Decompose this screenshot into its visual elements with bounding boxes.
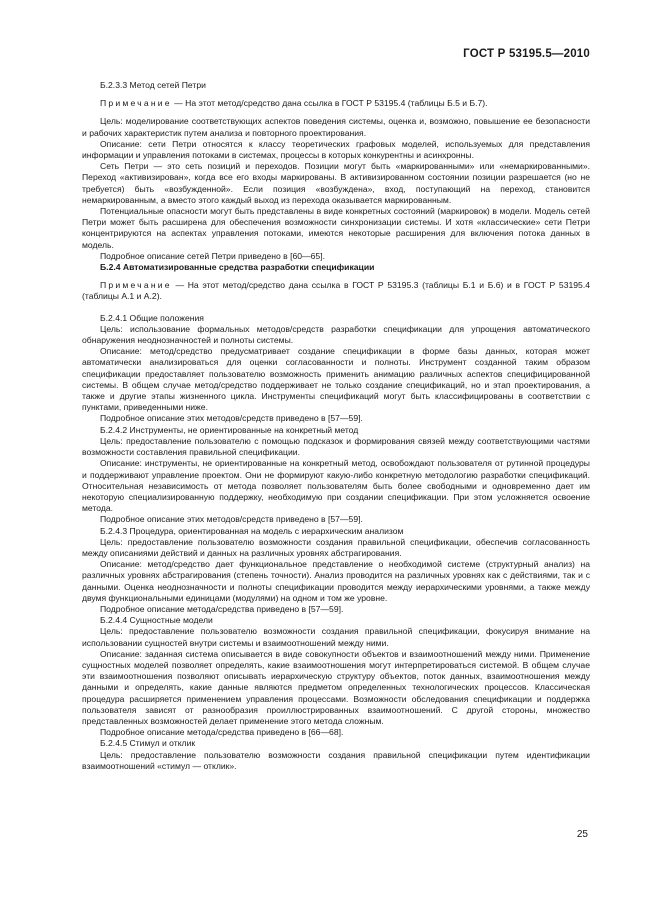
paragraph-text: Цель: предоставление пользователю возможности создания правильной спецификации, фокусируя внимание на использовании сущностей внутри системы и взаимоотношений между ними. [82,626,590,648]
paragraph-text: Подробное описание метода/средства приведено в [57—59]. [100,603,344,614]
paragraph [82,526,590,537]
paragraph-text: Сеть Петри — это сеть позиций и переходов. Позиции могут быть «маркированными» или «немаркированными». Переход «активизирован», когда все его входы маркированы. В активизированном состоянии позиции разрешается (но не требуется) быть «возбужденной». Если позиция «возбуждена», вход, поступающий на переход, становится немаркированным, а вместо этого каждый выход из перехода оказывается маркированным. [82,161,590,205]
paragraph [82,98,590,109]
document-body [82,80,590,772]
paragraph [82,313,590,324]
paragraph [82,738,590,749]
paragraph-text: Описание: заданная система описывается в виде совокупности объектов и взаимоотношений между ними. Применение сущностных моделей позволяет определять, какие взаимоотношения могут интерпретироваться системой. В общем случае эти взаимоотношения позволяют описывать иерархическую структуру объектов, поток данных, взаимоотношения между данными и определять, какие данные являются предметом определенных технологических процессов. Классическая процедура расширяется применением управления процессами. Возможности обследования спецификации и поддержка пользователя зависят от разнообразия проиллюстрированных взаимоотношений. С другой стороны, множество представленных возможностей делает применение этого метода сложным. [82,648,590,726]
paragraph [82,139,590,161]
note-label: Примечание [100,280,172,291]
paragraph [82,161,590,206]
paragraph-text: Описание: инструменты, не ориентированные на конкретный метод, освобождают пользователя от рутинной процедуры и поддерживают управление проектом. Они не формируют какую-либо конкретную методологию разработки спецификаций. Относительная независимость от метода позволяет пользователям быть более свободными и одновременно дает им некоторую специализированную поддержку, необходимую при создании спецификации. При этом усложняется освоение метода. [82,458,590,514]
paragraph-text: — На этот метод/средство дана ссылка в ГОСТ Р 53195.4 (таблицы Б.5 и Б.7). [171,98,488,109]
paragraph-text: Б.2.4.1 Общие положения [100,312,204,323]
paragraph-text: Б.2.4.4 Сущностные модели [100,615,213,626]
paragraph [82,514,590,525]
paragraph [82,80,590,91]
paragraph [82,251,590,262]
paragraph-text: Б.2.4 Автоматизированные средства разработки спецификации [100,262,375,273]
document-header-id: ГОСТ Р 53195.5—2010 [463,48,590,60]
paragraph [82,649,590,727]
paragraph [82,537,590,559]
paragraph [82,346,590,413]
paragraph-text: Цель: предоставление пользователю с помощью подсказок и формирования связей между соответствующими частями возможности составления правильной спецификации. [82,435,590,458]
paragraph-text: Цель: моделирование соответствующих аспектов поведения системы, оценка и, возможно, повышение ее безопасности и рабочих характеристик путем анализа и повторного проектирования. [82,116,590,138]
page-number: 25 [576,829,588,840]
paragraph [82,324,590,346]
paragraph-text: — На этот метод/средство дана ссылка в ГОСТ Р 53195.3 (таблицы Б.1 и Б.6) и в ГОСТ Р 53195.4 (таблицы А.1 и А.2). [82,280,590,302]
paragraph-text: Б.2.4.5 Стимул и отклик [100,738,196,749]
paragraph [82,559,590,604]
paragraph-text: Описание: метод/средство предусматривает создание спецификации в форме базы данных, которая может автоматически анализироваться для оценки согласованности и полноты. Инструмент созданной таким образом спецификации предоставляет пользователю возможность применить анимацию различных аспектов специфицированной системы. В общем случае метод/средство поддерживает не только создание спецификаций, но и этап проектирования, а также и другие этапы жизненного цикла. Инструменты спецификаций могут быть классифицированы в соответствии с пунктами, приведенными ниже. [82,346,590,413]
paragraph [82,425,590,436]
paragraph-text: Цель: использование формальных методов/средств разработки спецификации для упрощения автоматического обнаружения неоднозначностей и полноты системы. [82,323,590,346]
paragraph-text: Потенциальные опасности могут быть представлены в виде конкретных состояний (маркировок) в модели. Модель сетей Петри может быть расширена для обеспечения возможности синхронизации системы. И хотя «классические» сети Петри концентрируются на аспектах управления потоками, имеются некоторые расширения для включения потока данных в модель. [82,206,590,250]
paragraph-text: Подробное описание сетей Петри приведено в [60—65]. [100,250,325,261]
paragraph [82,458,590,514]
paragraph-text: Описание: метод/средство дает функциональное представление о необходимой системе (структурный анализ) на различных уровнях абстрагирования (степень точности). Анализ проводится на различных уровнях как с действиями, так и с данными. Оценка неоднозначности и полноты спецификации проводится между иерархическими уровнями, а также между двумя функциональными единицами (модулями) на одном и том же уровне. [82,559,590,603]
note-label: Примечание [100,98,172,109]
paragraph-text: Подробное описание этих методов/средств приведено в [57—59]. [100,514,363,525]
paragraph [82,280,590,302]
paragraph [82,750,590,772]
paragraph-text: Б.2.4.2 Инструменты, не ориентированные на конкретный метод [100,424,359,435]
paragraph [82,727,590,738]
paragraph [82,436,590,458]
paragraph [82,604,590,615]
paragraph [82,206,590,251]
paragraph-text: Б.2.3.3 Метод сетей Петри [100,80,206,90]
paragraph [82,262,590,273]
paragraph-text: Цель: предоставление пользователю возможности создания правильной спецификации, обеспечив согласованность между описаниями действий и данных на различных уровнях абстрагирования. [82,536,590,558]
paragraph-text: Б.2.4.3 Процедура, ориентированная на модель с иерархическим анализом [100,525,404,536]
paragraph [82,615,590,626]
paragraph [82,626,590,648]
paragraph-text: Цель: предоставление пользователю возможности создания правильной спецификации путем идентификации взаимоотношений «стимул — отклик». [82,749,590,771]
paragraph [82,116,590,138]
paragraph-text: Подробное описание метода/средства приведено в [66—68]. [100,727,344,738]
paragraph-text: Подробное описание этих методов/средств приведено в [57—59]. [100,413,363,424]
paragraph [82,413,590,424]
paragraph-text: Описание: сети Петри относятся к классу теоретических графовых моделей, используемых для представления информации и управления потоками в системах, процессы в которых конкурентны и асинхронны. [82,138,590,161]
